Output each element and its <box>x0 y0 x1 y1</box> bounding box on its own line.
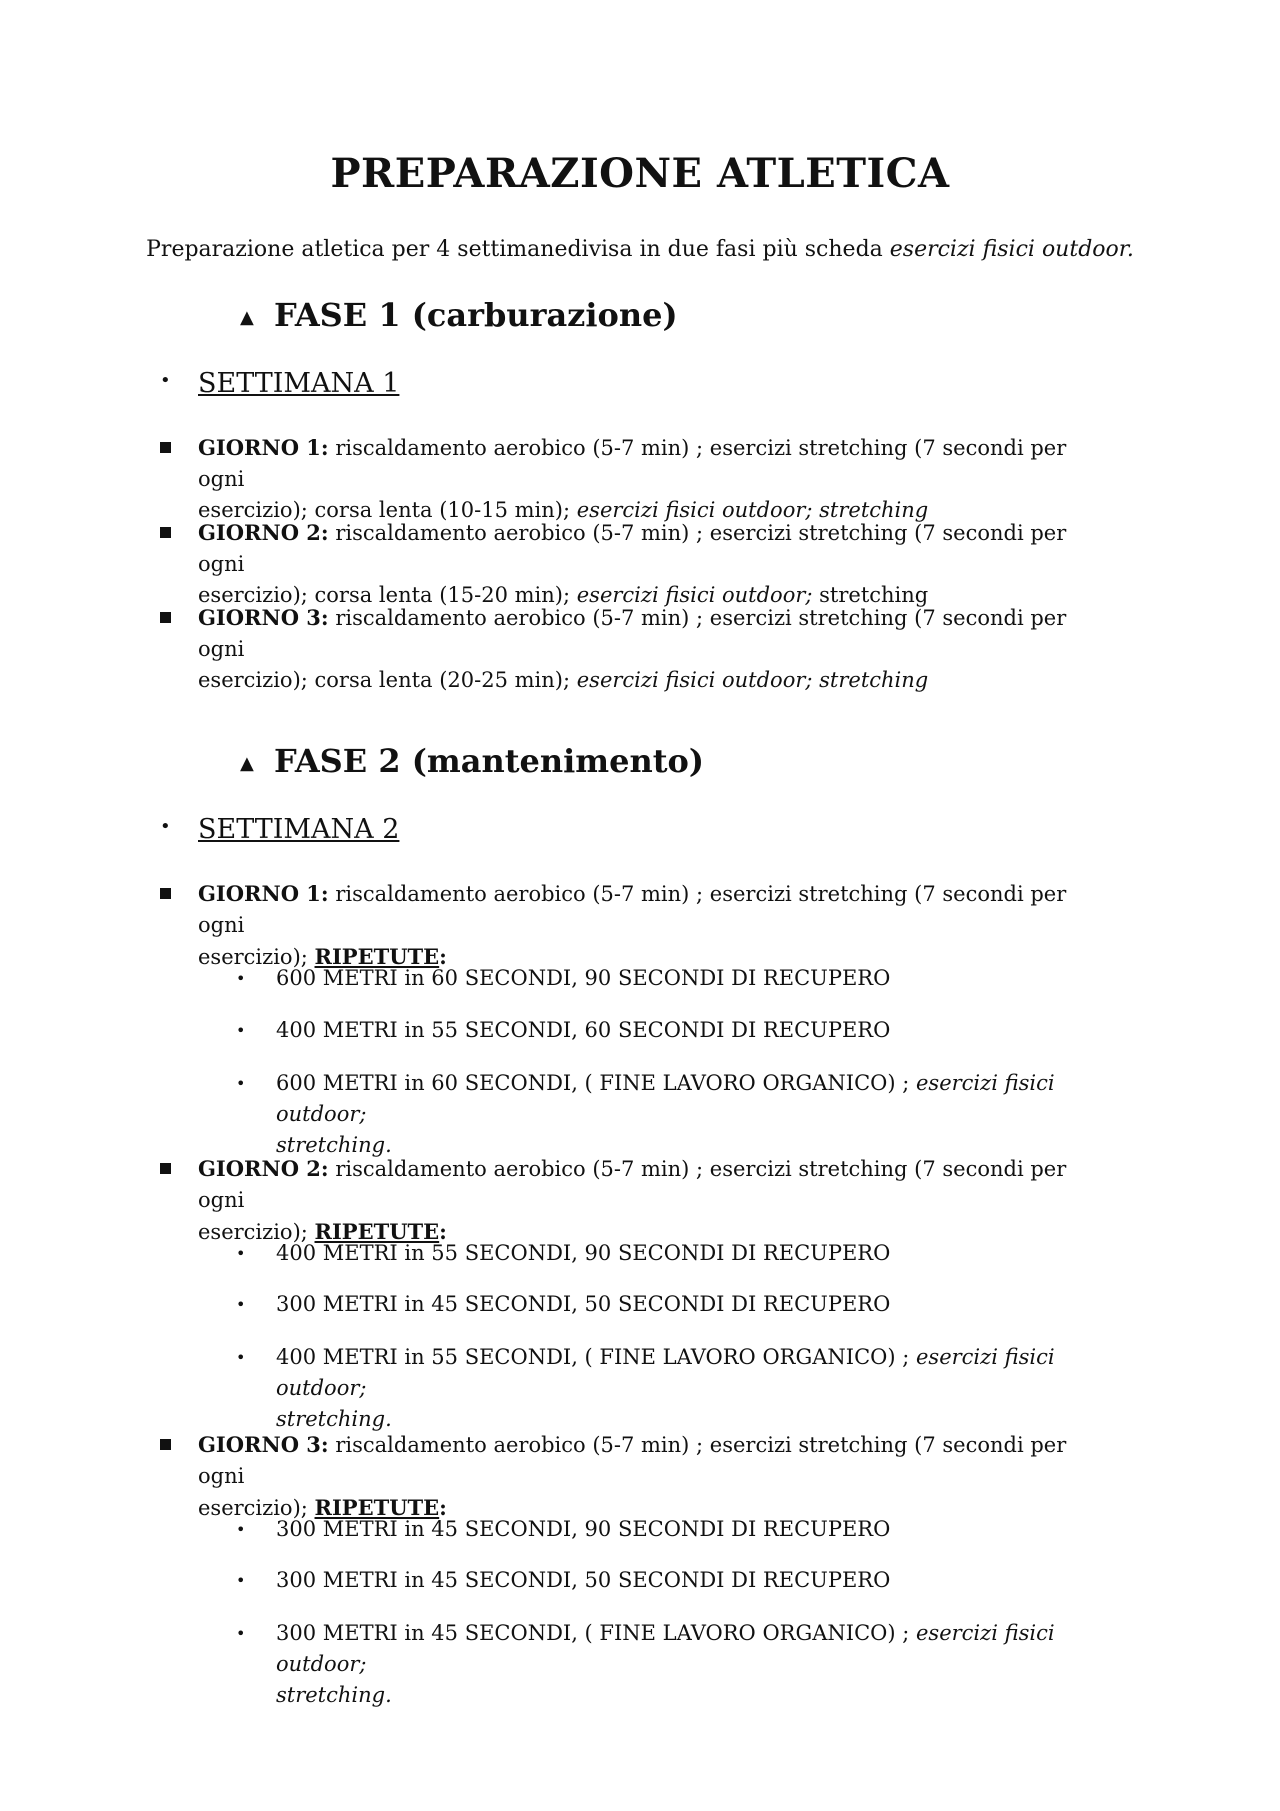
rep-italic-tail: stretching. <box>276 1133 392 1157</box>
week-1-label: SETTIMANA 1 <box>198 368 400 399</box>
bullet-icon: • <box>236 1520 246 1539</box>
rep-italic: esercizi fisici outdoor; <box>276 1621 1055 1676</box>
day-line2: esercizio); corsa lenta (20-25 min); <box>198 668 577 692</box>
ripetute-colon: : <box>439 1219 447 1244</box>
triangle-icon: ▲ <box>240 307 254 328</box>
square-bullet-icon <box>160 1439 171 1450</box>
day-line1: riscaldamento aerobico (5-7 min) ; esercizi stretching (7 secondi per ogni <box>198 521 1067 576</box>
day-text <box>198 517 1118 611</box>
bullet-icon: • <box>160 370 171 391</box>
day-italic: esercizi fisici outdoor; <box>576 583 813 607</box>
ripetute-label: RIPETUTE <box>314 944 440 969</box>
square-bullet-icon <box>160 527 171 538</box>
day-line1: riscaldamento aerobico (5-7 min) ; esercizi stretching (7 secondi per ogni <box>198 882 1067 937</box>
square-bullet-icon <box>160 888 171 899</box>
week-2-label: SETTIMANA 2 <box>198 814 400 845</box>
day-label: GIORNO 1: <box>198 881 329 906</box>
rep-italic-tail: stretching. <box>276 1683 392 1707</box>
rep-text <box>276 1342 1136 1435</box>
rep-text-main: 300 METRI in 45 SECONDI, ( FINE LAVORO ORGANICO) ; <box>276 1621 916 1645</box>
day-label: GIORNO 2: <box>198 1156 329 1181</box>
day-line2: esercizio); corsa lenta (15-20 min); <box>198 583 577 607</box>
bullet-icon: • <box>236 1074 246 1093</box>
day-tail: stretching <box>812 583 929 607</box>
bullet-icon: • <box>236 1571 246 1590</box>
day-italic: esercizi fisici outdoor; stretching <box>576 498 929 522</box>
day-text <box>198 602 1118 696</box>
rep-text <box>276 1068 1136 1161</box>
day-italic: esercizi fisici outdoor; stretching <box>576 668 929 692</box>
square-bullet-icon <box>160 612 171 623</box>
bullet-icon: • <box>236 1295 246 1314</box>
square-bullet-icon <box>160 442 171 453</box>
rep-text-main: 400 METRI in 55 SECONDI, ( FINE LAVORO ORGANICO) ; <box>276 1345 916 1369</box>
ripetute-colon: : <box>439 944 447 969</box>
day-text <box>198 878 1118 973</box>
phase-1-label: FASE 1 (carburazione) <box>274 296 678 334</box>
day-text <box>198 1429 1118 1524</box>
day-line2: esercizio); corsa lenta (10-15 min); <box>198 498 577 522</box>
bullet-icon: • <box>236 1624 246 1643</box>
intro-italic: esercizi fisici outdoor. <box>889 237 1134 262</box>
day-text <box>198 432 1118 526</box>
ripetute-colon: : <box>439 1495 447 1520</box>
bullet-icon: • <box>160 816 171 837</box>
rep-text: 300 METRI in 45 SECONDI, 50 SECONDI DI RECUPERO <box>276 1568 891 1592</box>
phase-1-heading <box>240 296 678 334</box>
bullet-icon: • <box>236 1348 246 1367</box>
rep-italic: esercizi fisici outdoor; <box>276 1345 1055 1400</box>
square-bullet-icon <box>160 1163 171 1174</box>
rep-text <box>276 1618 1136 1711</box>
bullet-icon: • <box>236 1021 246 1040</box>
intro-text: Preparazione atletica per 4 settimanedivisa in due fasi più scheda <box>146 237 890 262</box>
day-line2: esercizio); <box>198 945 315 969</box>
rep-text: 400 METRI in 55 SECONDI, 90 SECONDI DI RECUPERO <box>276 1241 891 1265</box>
intro-paragraph <box>0 237 1280 262</box>
day-text <box>198 1153 1118 1248</box>
rep-text: 300 METRI in 45 SECONDI, 90 SECONDI DI RECUPERO <box>276 1517 891 1541</box>
phase-2-heading <box>240 742 704 780</box>
day-label: GIORNO 3: <box>198 605 329 630</box>
day-line1: riscaldamento aerobico (5-7 min) ; esercizi stretching (7 secondi per ogni <box>198 606 1067 661</box>
ripetute-label: RIPETUTE <box>314 1495 440 1520</box>
rep-text: 300 METRI in 45 SECONDI, 50 SECONDI DI RECUPERO <box>276 1292 891 1316</box>
rep-italic-tail: stretching. <box>276 1407 392 1431</box>
phase-2-label: FASE 2 (mantenimento) <box>274 742 705 780</box>
page-title: PREPARAZIONE ATLETICA <box>330 150 950 197</box>
day-line2: esercizio); <box>198 1496 315 1520</box>
day-label: GIORNO 3: <box>198 1432 329 1457</box>
rep-italic: esercizi fisici outdoor; <box>276 1071 1055 1126</box>
day-label: GIORNO 1: <box>198 435 329 460</box>
day-line1: riscaldamento aerobico (5-7 min) ; esercizi stretching (7 secondi per ogni <box>198 1433 1067 1488</box>
day-line1: riscaldamento aerobico (5-7 min) ; esercizi stretching (7 secondi per ogni <box>198 1157 1067 1212</box>
rep-text-main: 600 METRI in 60 SECONDI, ( FINE LAVORO ORGANICO) ; <box>276 1071 916 1095</box>
day-line2: esercizio); <box>198 1220 315 1244</box>
bullet-icon: • <box>236 969 246 988</box>
bullet-icon: • <box>236 1244 246 1263</box>
triangle-icon: ▲ <box>240 753 254 774</box>
day-label: GIORNO 2: <box>198 520 329 545</box>
ripetute-label: RIPETUTE <box>314 1219 440 1244</box>
day-line1: riscaldamento aerobico (5-7 min) ; esercizi stretching (7 secondi per ogni <box>198 436 1067 491</box>
rep-text: 600 METRI in 60 SECONDI, 90 SECONDI DI RECUPERO <box>276 966 891 990</box>
rep-text: 400 METRI in 55 SECONDI, 60 SECONDI DI RECUPERO <box>276 1018 891 1042</box>
